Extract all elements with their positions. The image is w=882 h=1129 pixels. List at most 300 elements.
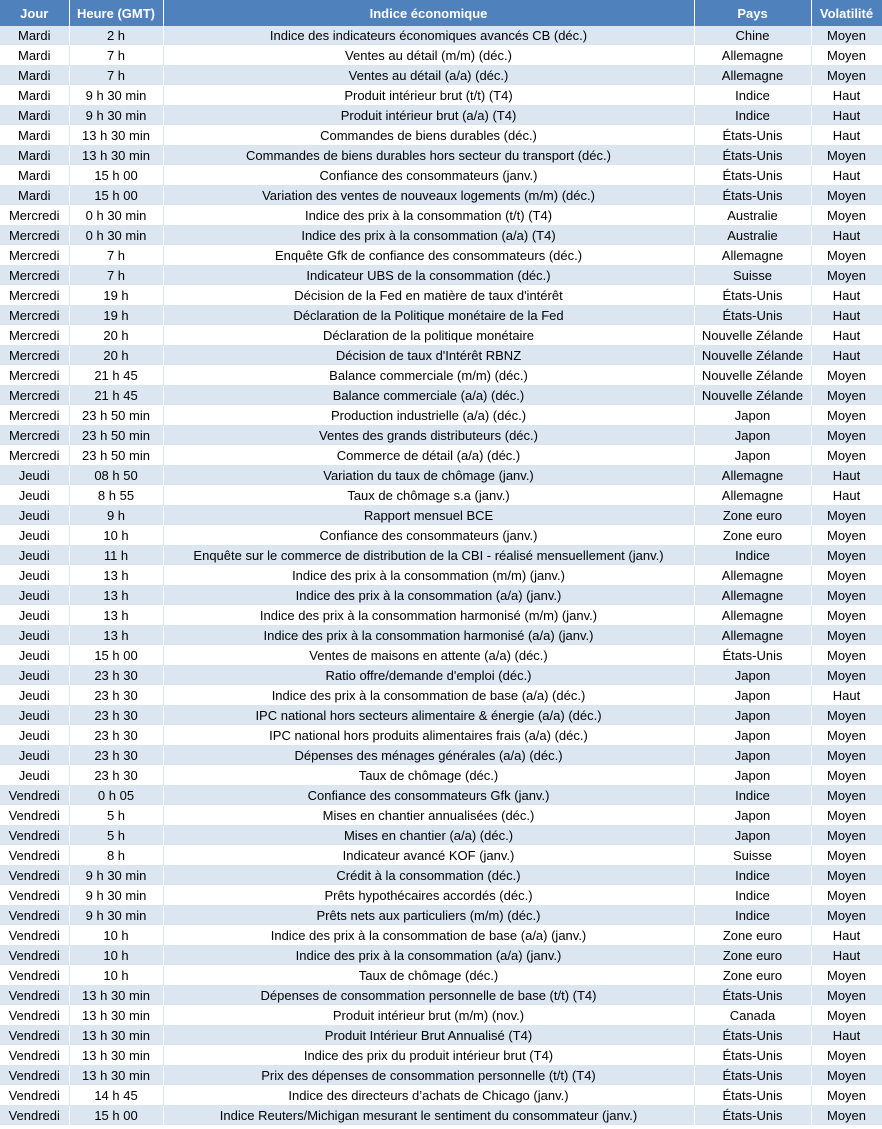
cell-time: 15 h 00 <box>69 646 163 666</box>
cell-indicator: IPC national hors produits alimentaires frais (a/a) (déc.) <box>163 726 694 746</box>
cell-country: États-Unis <box>694 1106 811 1126</box>
cell-indicator: Déclaration de la politique monétaire <box>163 326 694 346</box>
table-row <box>0 566 882 586</box>
cell-indicator: Commandes de biens durables hors secteur du transport (déc.) <box>163 146 694 166</box>
cell-day: Vendredi <box>0 966 69 986</box>
cell-time: 8 h <box>69 846 163 866</box>
cell-day: Jeudi <box>0 726 69 746</box>
cell-time: 10 h <box>69 966 163 986</box>
cell-volatility: Moyen <box>811 1046 882 1066</box>
table-row <box>0 926 882 946</box>
cell-country: États-Unis <box>694 1086 811 1106</box>
cell-day: Vendredi <box>0 866 69 886</box>
cell-indicator: Produit intérieur brut (a/a) (T4) <box>163 106 694 126</box>
cell-day: Jeudi <box>0 546 69 566</box>
cell-volatility: Moyen <box>811 966 882 986</box>
cell-day: Jeudi <box>0 586 69 606</box>
table-row <box>0 66 882 86</box>
table-body <box>0 26 882 1126</box>
cell-day: Mardi <box>0 46 69 66</box>
cell-volatility: Moyen <box>811 646 882 666</box>
cell-country: Japon <box>694 726 811 746</box>
cell-time: 9 h 30 min <box>69 86 163 106</box>
cell-time: 13 h <box>69 586 163 606</box>
cell-day: Mercredi <box>0 286 69 306</box>
cell-volatility: Moyen <box>811 146 882 166</box>
cell-volatility: Haut <box>811 946 882 966</box>
cell-day: Jeudi <box>0 666 69 686</box>
table-row <box>0 966 882 986</box>
cell-indicator: Mises en chantier (a/a) (déc.) <box>163 826 694 846</box>
cell-day: Vendredi <box>0 846 69 866</box>
cell-indicator: Crédit à la consommation (déc.) <box>163 866 694 886</box>
cell-volatility: Haut <box>811 306 882 326</box>
cell-time: 23 h 50 min <box>69 426 163 446</box>
cell-indicator: Commerce de détail (a/a) (déc.) <box>163 446 694 466</box>
table-row <box>0 426 882 446</box>
cell-indicator: Produit Intérieur Brut Annualisé (T4) <box>163 1026 694 1046</box>
cell-day: Mercredi <box>0 366 69 386</box>
cell-indicator: Indice des prix à la consommation de base (a/a) (déc.) <box>163 686 694 706</box>
cell-country: Indice <box>694 546 811 566</box>
cell-time: 20 h <box>69 346 163 366</box>
cell-time: 15 h 00 <box>69 1106 163 1126</box>
cell-country: Australie <box>694 226 811 246</box>
cell-country: Japon <box>694 806 811 826</box>
table-row <box>0 906 882 926</box>
cell-country: Indice <box>694 866 811 886</box>
cell-day: Vendredi <box>0 806 69 826</box>
cell-day: Vendredi <box>0 826 69 846</box>
cell-time: 13 h 30 min <box>69 126 163 146</box>
cell-indicator: Indice des indicateurs économiques avancés CB (déc.) <box>163 26 694 46</box>
cell-volatility: Moyen <box>811 26 882 46</box>
cell-volatility: Moyen <box>811 366 882 386</box>
cell-day: Mardi <box>0 146 69 166</box>
cell-time: 19 h <box>69 306 163 326</box>
table-row <box>0 326 882 346</box>
cell-day: Mardi <box>0 86 69 106</box>
cell-time: 15 h 00 <box>69 186 163 206</box>
cell-indicator: Balance commerciale (a/a) (déc.) <box>163 386 694 406</box>
table-row <box>0 266 882 286</box>
cell-day: Mercredi <box>0 446 69 466</box>
table-row <box>0 646 882 666</box>
cell-volatility: Moyen <box>811 606 882 626</box>
cell-country: États-Unis <box>694 126 811 146</box>
cell-indicator: Rapport mensuel BCE <box>163 506 694 526</box>
cell-volatility: Moyen <box>811 586 882 606</box>
cell-volatility: Moyen <box>811 806 882 826</box>
cell-volatility: Haut <box>811 326 882 346</box>
header-volatility: Volatilité <box>811 0 882 26</box>
cell-volatility: Moyen <box>811 426 882 446</box>
cell-volatility: Haut <box>811 106 882 126</box>
cell-day: Jeudi <box>0 746 69 766</box>
cell-country: Japon <box>694 406 811 426</box>
cell-volatility: Moyen <box>811 786 882 806</box>
cell-time: 08 h 50 <box>69 466 163 486</box>
cell-time: 20 h <box>69 326 163 346</box>
cell-day: Jeudi <box>0 606 69 626</box>
cell-volatility: Moyen <box>811 506 882 526</box>
cell-indicator: Indice des prix à la consommation (a/a) (T4) <box>163 226 694 246</box>
cell-time: 13 h <box>69 626 163 646</box>
table-row <box>0 666 882 686</box>
cell-volatility: Moyen <box>811 706 882 726</box>
cell-time: 7 h <box>69 266 163 286</box>
cell-indicator: Indice des prix à la consommation de base (a/a) (janv.) <box>163 926 694 946</box>
cell-indicator: Ventes de maisons en attente (a/a) (déc.) <box>163 646 694 666</box>
cell-day: Vendredi <box>0 926 69 946</box>
table-row <box>0 706 882 726</box>
cell-indicator: Prêts nets aux particuliers (m/m) (déc.) <box>163 906 694 926</box>
cell-indicator: Prêts hypothécaires accordés (déc.) <box>163 886 694 906</box>
cell-day: Jeudi <box>0 466 69 486</box>
cell-indicator: Indice des prix à la consommation harmonisé (a/a) (janv.) <box>163 626 694 646</box>
cell-volatility: Moyen <box>811 526 882 546</box>
cell-time: 0 h 30 min <box>69 206 163 226</box>
cell-time: 23 h 30 <box>69 726 163 746</box>
table-row <box>0 986 882 1006</box>
cell-country: Zone euro <box>694 526 811 546</box>
cell-country: Nouvelle Zélande <box>694 346 811 366</box>
cell-day: Vendredi <box>0 1046 69 1066</box>
cell-country: Indice <box>694 786 811 806</box>
cell-indicator: IPC national hors secteurs alimentaire & énergie (a/a) (déc.) <box>163 706 694 726</box>
cell-time: 8 h 55 <box>69 486 163 506</box>
cell-day: Vendredi <box>0 906 69 926</box>
table-row <box>0 406 882 426</box>
cell-day: Mercredi <box>0 266 69 286</box>
cell-volatility: Moyen <box>811 746 882 766</box>
cell-indicator: Produit intérieur brut (t/t) (T4) <box>163 86 694 106</box>
cell-volatility: Moyen <box>811 546 882 566</box>
table-row <box>0 946 882 966</box>
cell-time: 7 h <box>69 246 163 266</box>
table-row <box>0 586 882 606</box>
table-row <box>0 1026 882 1046</box>
cell-volatility: Haut <box>811 466 882 486</box>
table-row <box>0 746 882 766</box>
cell-time: 13 h <box>69 566 163 586</box>
cell-time: 13 h 30 min <box>69 1026 163 1046</box>
table-row <box>0 626 882 646</box>
cell-volatility: Moyen <box>811 886 882 906</box>
cell-volatility: Moyen <box>811 666 882 686</box>
cell-day: Mercredi <box>0 206 69 226</box>
table-row <box>0 866 882 886</box>
cell-time: 21 h 45 <box>69 386 163 406</box>
cell-day: Vendredi <box>0 986 69 1006</box>
table-row <box>0 206 882 226</box>
table-row <box>0 446 882 466</box>
cell-country: Zone euro <box>694 946 811 966</box>
cell-country: Japon <box>694 446 811 466</box>
cell-day: Vendredi <box>0 886 69 906</box>
cell-time: 15 h 00 <box>69 166 163 186</box>
table-row <box>0 126 882 146</box>
cell-time: 13 h 30 min <box>69 1066 163 1086</box>
cell-country: Canada <box>694 1006 811 1026</box>
cell-volatility: Moyen <box>811 246 882 266</box>
cell-volatility: Haut <box>811 1026 882 1046</box>
cell-country: États-Unis <box>694 306 811 326</box>
cell-indicator: Taux de chômage (déc.) <box>163 766 694 786</box>
cell-time: 23 h 30 <box>69 706 163 726</box>
cell-country: Indice <box>694 106 811 126</box>
cell-day: Mercredi <box>0 246 69 266</box>
cell-country: États-Unis <box>694 1066 811 1086</box>
cell-indicator: Confiance des consommateurs Gfk (janv.) <box>163 786 694 806</box>
cell-indicator: Dépenses des ménages générales (a/a) (déc.) <box>163 746 694 766</box>
cell-indicator: Taux de chômage s.a (janv.) <box>163 486 694 506</box>
cell-day: Mardi <box>0 186 69 206</box>
cell-time: 23 h 30 <box>69 686 163 706</box>
cell-indicator: Indicateur avancé KOF (janv.) <box>163 846 694 866</box>
cell-indicator: Confiance des consommateurs (janv.) <box>163 166 694 186</box>
table-row <box>0 366 882 386</box>
cell-country: Japon <box>694 826 811 846</box>
cell-time: 23 h 30 <box>69 666 163 686</box>
cell-day: Jeudi <box>0 686 69 706</box>
cell-day: Mercredi <box>0 386 69 406</box>
cell-day: Jeudi <box>0 626 69 646</box>
cell-day: Vendredi <box>0 1106 69 1126</box>
cell-country: Indice <box>694 886 811 906</box>
cell-indicator: Taux de chômage (déc.) <box>163 966 694 986</box>
cell-indicator: Ventes au détail (m/m) (déc.) <box>163 46 694 66</box>
cell-time: 9 h 30 min <box>69 886 163 906</box>
cell-country: Allemagne <box>694 466 811 486</box>
cell-indicator: Indice des directeurs d’achats de Chicago (janv.) <box>163 1086 694 1106</box>
cell-time: 23 h 30 <box>69 766 163 786</box>
cell-time: 9 h 30 min <box>69 106 163 126</box>
cell-country: Zone euro <box>694 966 811 986</box>
cell-volatility: Moyen <box>811 46 882 66</box>
cell-time: 9 h <box>69 506 163 526</box>
table-row <box>0 846 882 866</box>
cell-volatility: Moyen <box>811 186 882 206</box>
cell-country: Japon <box>694 746 811 766</box>
cell-day: Mercredi <box>0 306 69 326</box>
cell-time: 13 h 30 min <box>69 146 163 166</box>
cell-volatility: Moyen <box>811 1106 882 1126</box>
cell-volatility: Moyen <box>811 1086 882 1106</box>
table-row <box>0 386 882 406</box>
table-row <box>0 146 882 166</box>
table-row <box>0 286 882 306</box>
table-row <box>0 46 882 66</box>
cell-indicator: Enquête sur le commerce de distribution de la CBI - réalisé mensuellement (janv.) <box>163 546 694 566</box>
cell-day: Mardi <box>0 126 69 146</box>
cell-volatility: Moyen <box>811 206 882 226</box>
cell-time: 5 h <box>69 806 163 826</box>
table-row <box>0 346 882 366</box>
cell-volatility: Haut <box>811 926 882 946</box>
cell-time: 13 h 30 min <box>69 986 163 1006</box>
cell-country: États-Unis <box>694 146 811 166</box>
header-day: Jour <box>0 0 69 26</box>
cell-time: 19 h <box>69 286 163 306</box>
cell-day: Vendredi <box>0 1006 69 1026</box>
cell-country: Allemagne <box>694 586 811 606</box>
cell-indicator: Ventes au détail (a/a) (déc.) <box>163 66 694 86</box>
cell-indicator: Confiance des consommateurs (janv.) <box>163 526 694 546</box>
cell-country: États-Unis <box>694 1046 811 1066</box>
cell-country: Suisse <box>694 266 811 286</box>
cell-day: Mercredi <box>0 326 69 346</box>
cell-country: Zone euro <box>694 506 811 526</box>
cell-day: Jeudi <box>0 506 69 526</box>
header-indicator: Indice économique <box>163 0 694 26</box>
cell-time: 5 h <box>69 826 163 846</box>
cell-volatility: Moyen <box>811 1006 882 1026</box>
cell-day: Mardi <box>0 26 69 46</box>
cell-country: États-Unis <box>694 286 811 306</box>
cell-time: 0 h 05 <box>69 786 163 806</box>
cell-volatility: Moyen <box>811 1066 882 1086</box>
cell-day: Mardi <box>0 166 69 186</box>
cell-time: 23 h 30 <box>69 746 163 766</box>
cell-indicator: Ratio offre/demande d'emploi (déc.) <box>163 666 694 686</box>
table-row <box>0 166 882 186</box>
cell-country: Indice <box>694 86 811 106</box>
cell-indicator: Production industrielle (a/a) (déc.) <box>163 406 694 426</box>
table-row <box>0 886 882 906</box>
table-row <box>0 546 882 566</box>
cell-indicator: Mises en chantier annualisées (déc.) <box>163 806 694 826</box>
cell-volatility: Moyen <box>811 446 882 466</box>
cell-day: Mercredi <box>0 226 69 246</box>
cell-indicator: Indice des prix à la consommation (m/m) (janv.) <box>163 566 694 586</box>
cell-volatility: Moyen <box>811 846 882 866</box>
cell-day: Jeudi <box>0 526 69 546</box>
header-country: Pays <box>694 0 811 26</box>
cell-volatility: Moyen <box>811 626 882 646</box>
cell-volatility: Moyen <box>811 566 882 586</box>
cell-volatility: Moyen <box>811 866 882 886</box>
cell-volatility: Haut <box>811 286 882 306</box>
cell-day: Jeudi <box>0 706 69 726</box>
cell-time: 7 h <box>69 66 163 86</box>
cell-indicator: Dépenses de consommation personnelle de base (t/t) (T4) <box>163 986 694 1006</box>
cell-time: 13 h 30 min <box>69 1046 163 1066</box>
cell-day: Vendredi <box>0 946 69 966</box>
table-row <box>0 486 882 506</box>
cell-indicator: Enquête Gfk de confiance des consommateurs (déc.) <box>163 246 694 266</box>
cell-day: Jeudi <box>0 566 69 586</box>
cell-volatility: Haut <box>811 166 882 186</box>
table-row <box>0 1006 882 1026</box>
cell-indicator: Prix des dépenses de consommation personnelle (t/t) (T4) <box>163 1066 694 1086</box>
cell-country: Chine <box>694 26 811 46</box>
cell-time: 21 h 45 <box>69 366 163 386</box>
cell-country: Allemagne <box>694 486 811 506</box>
table-row <box>0 226 882 246</box>
cell-indicator: Variation des ventes de nouveaux logements (m/m) (déc.) <box>163 186 694 206</box>
cell-day: Vendredi <box>0 1086 69 1106</box>
cell-volatility: Haut <box>811 686 882 706</box>
cell-time: 7 h <box>69 46 163 66</box>
table-row <box>0 1086 882 1106</box>
cell-indicator: Indice Reuters/Michigan mesurant le sentiment du consommateur (janv.) <box>163 1106 694 1126</box>
header-row <box>0 0 882 26</box>
cell-indicator: Variation du taux de chômage (janv.) <box>163 466 694 486</box>
cell-country: Allemagne <box>694 606 811 626</box>
cell-day: Jeudi <box>0 766 69 786</box>
cell-country: Allemagne <box>694 246 811 266</box>
cell-indicator: Commandes de biens durables (déc.) <box>163 126 694 146</box>
cell-volatility: Haut <box>811 126 882 146</box>
cell-country: Japon <box>694 666 811 686</box>
cell-indicator: Ventes des grands distributeurs (déc.) <box>163 426 694 446</box>
cell-indicator: Déclaration de la Politique monétaire de la Fed <box>163 306 694 326</box>
cell-country: Allemagne <box>694 566 811 586</box>
cell-country: Indice <box>694 906 811 926</box>
cell-day: Vendredi <box>0 1026 69 1046</box>
cell-indicator: Décision de taux d'Intérêt RBNZ <box>163 346 694 366</box>
cell-indicator: Indicateur UBS de la consommation (déc.) <box>163 266 694 286</box>
cell-country: Allemagne <box>694 66 811 86</box>
cell-volatility: Moyen <box>811 906 882 926</box>
cell-indicator: Décision de la Fed en matière de taux d'intérêt <box>163 286 694 306</box>
cell-time: 9 h 30 min <box>69 866 163 886</box>
header-time: Heure (GMT) <box>69 0 163 26</box>
cell-volatility: Moyen <box>811 766 882 786</box>
cell-country: États-Unis <box>694 166 811 186</box>
cell-indicator: Balance commerciale (m/m) (déc.) <box>163 366 694 386</box>
cell-indicator: Indice des prix à la consommation (a/a) (janv.) <box>163 586 694 606</box>
cell-country: Japon <box>694 686 811 706</box>
table-header <box>0 0 882 26</box>
cell-volatility: Moyen <box>811 406 882 426</box>
cell-country: Japon <box>694 706 811 726</box>
cell-time: 10 h <box>69 946 163 966</box>
cell-indicator: Indice des prix du produit intérieur brut (T4) <box>163 1046 694 1066</box>
table-row <box>0 686 882 706</box>
cell-time: 13 h <box>69 606 163 626</box>
cell-volatility: Moyen <box>811 66 882 86</box>
cell-day: Mardi <box>0 106 69 126</box>
cell-country: Australie <box>694 206 811 226</box>
table-row <box>0 186 882 206</box>
cell-country: Allemagne <box>694 626 811 646</box>
table-row <box>0 506 882 526</box>
table-row <box>0 786 882 806</box>
cell-time: 9 h 30 min <box>69 906 163 926</box>
cell-day: Mercredi <box>0 426 69 446</box>
table-row <box>0 306 882 326</box>
table-row <box>0 1066 882 1086</box>
cell-country: Nouvelle Zélande <box>694 386 811 406</box>
cell-volatility: Haut <box>811 346 882 366</box>
cell-time: 10 h <box>69 926 163 946</box>
cell-country: Japon <box>694 426 811 446</box>
cell-time: 11 h <box>69 546 163 566</box>
cell-country: Japon <box>694 766 811 786</box>
cell-volatility: Haut <box>811 86 882 106</box>
cell-day: Vendredi <box>0 1066 69 1086</box>
table-row <box>0 246 882 266</box>
cell-indicator: Indice des prix à la consommation (a/a) (janv.) <box>163 946 694 966</box>
cell-volatility: Haut <box>811 226 882 246</box>
cell-volatility: Moyen <box>811 266 882 286</box>
cell-day: Mercredi <box>0 346 69 366</box>
cell-country: Nouvelle Zélande <box>694 366 811 386</box>
cell-country: Allemagne <box>694 46 811 66</box>
table-row <box>0 806 882 826</box>
